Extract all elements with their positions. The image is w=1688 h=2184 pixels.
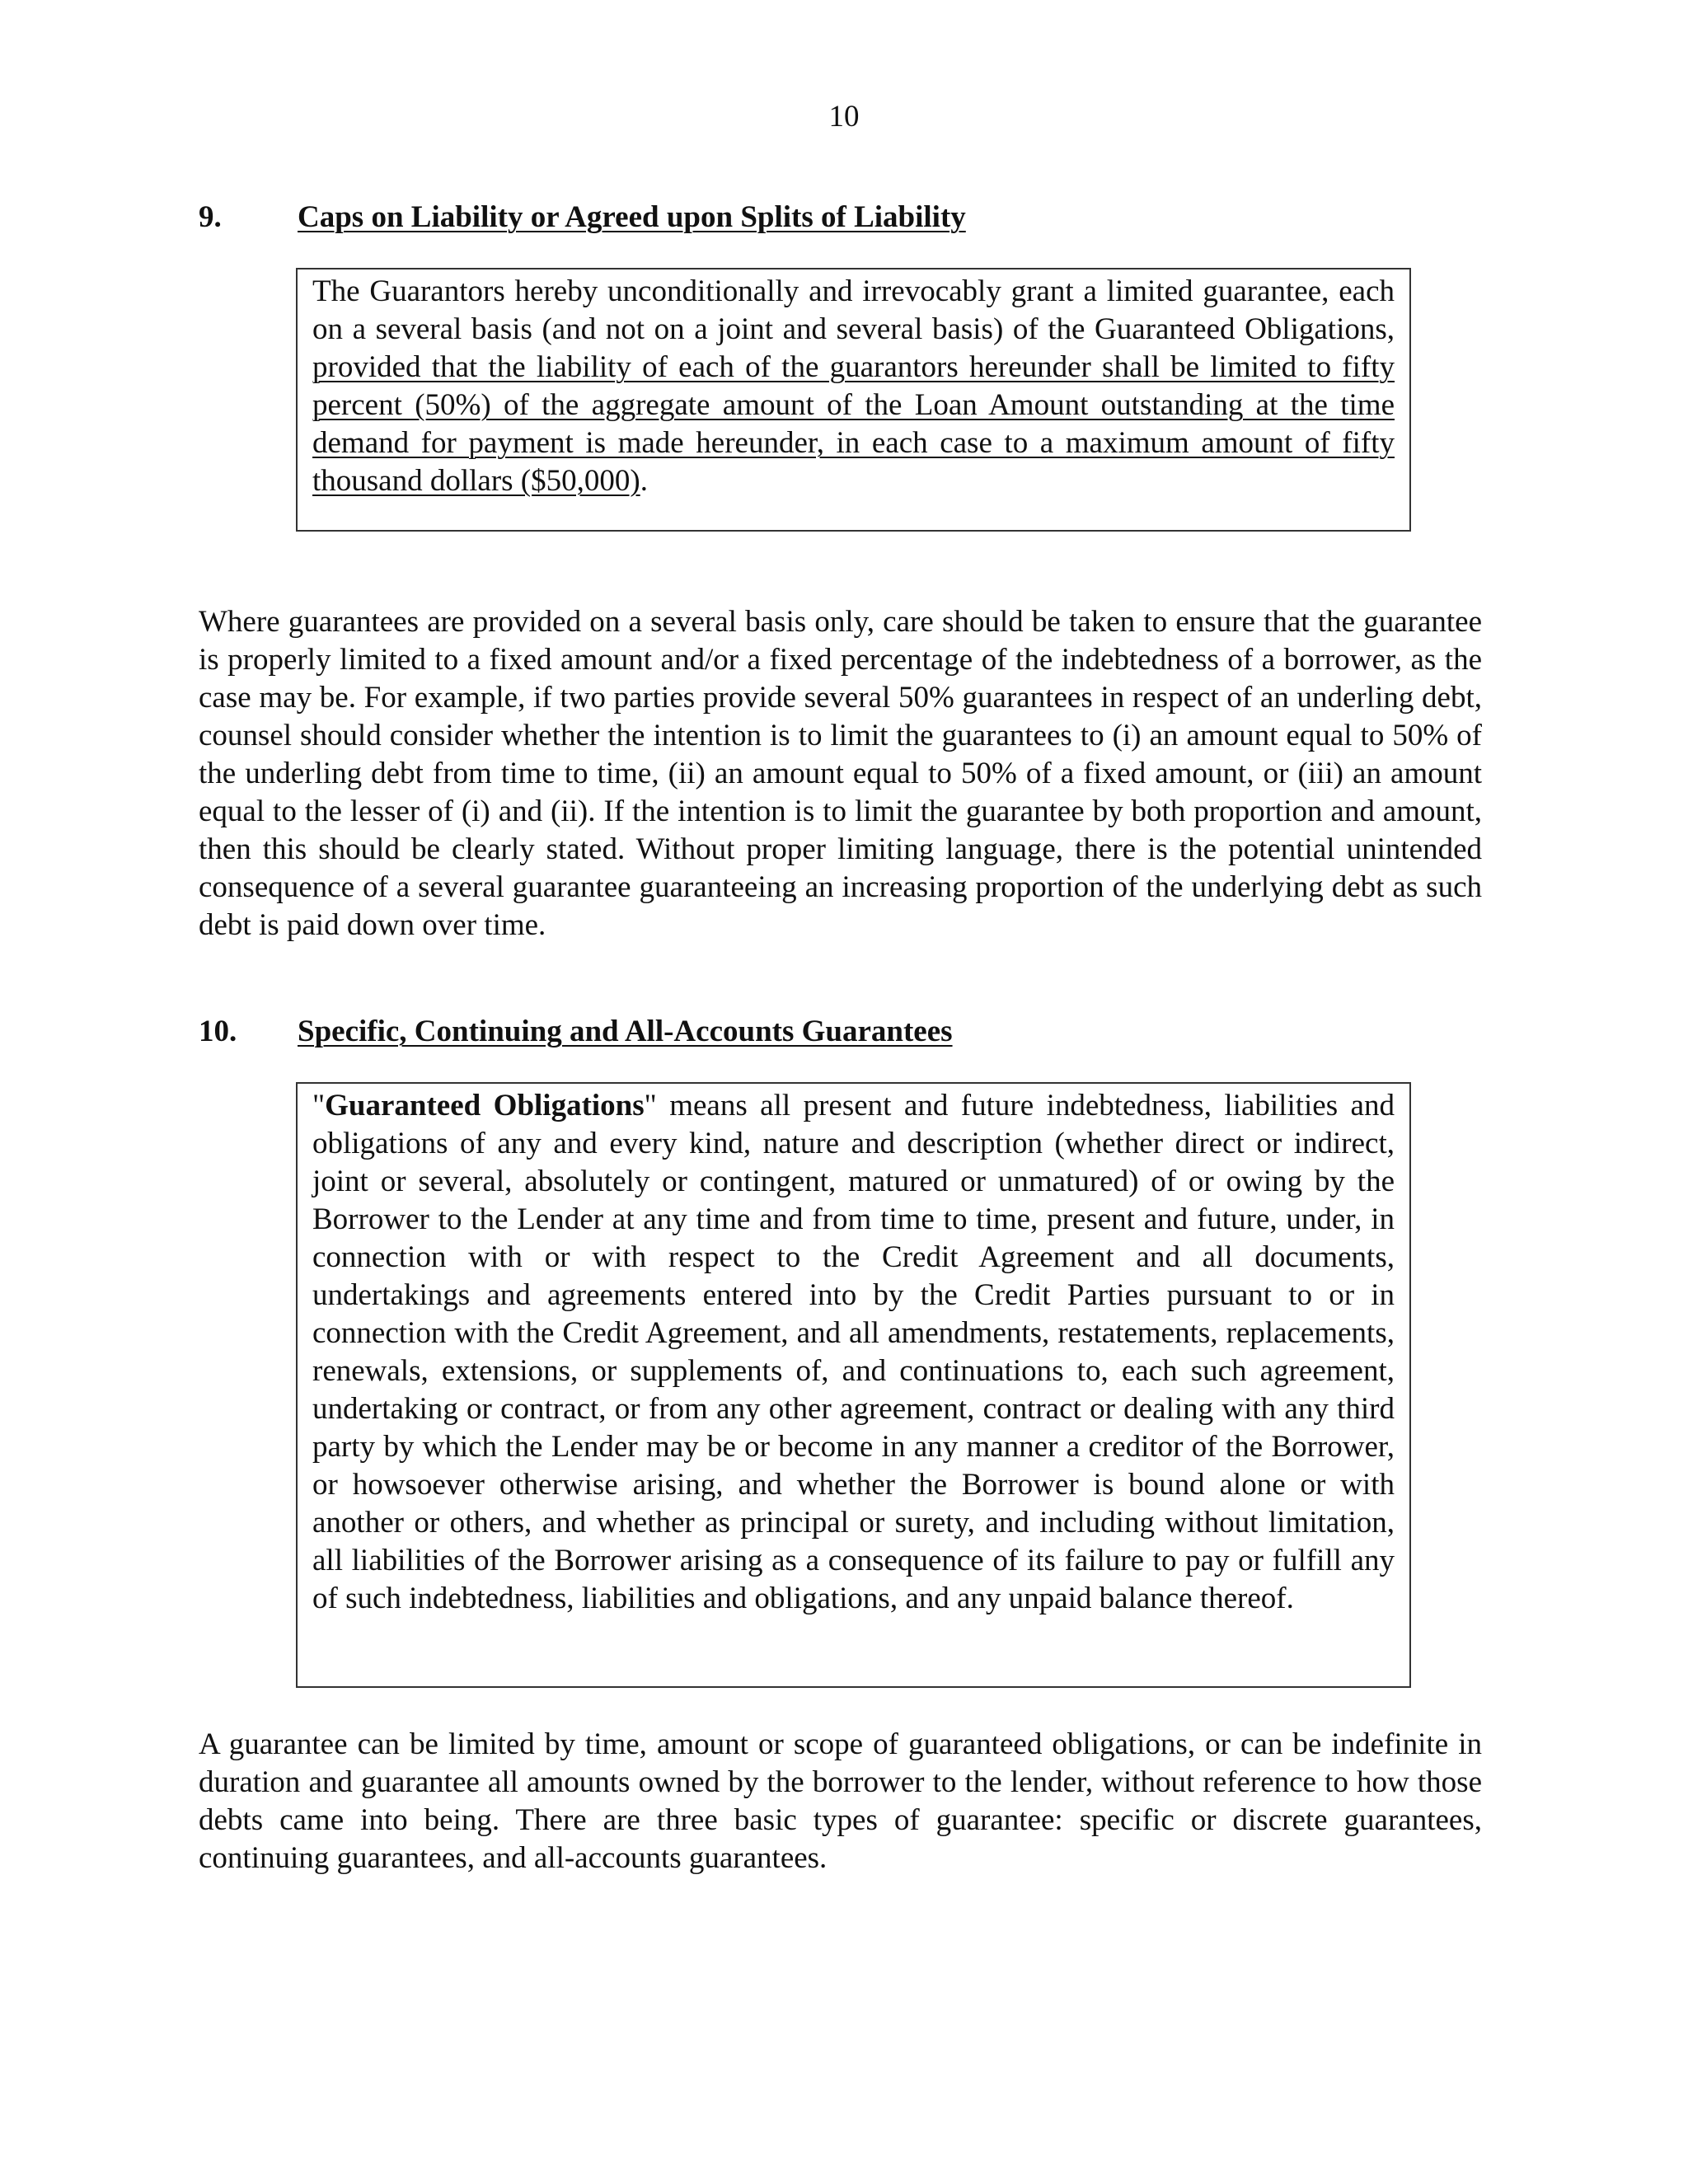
section-9-clause-lead: The Guarantors hereby unconditionally and irrevocably grant a limited guarantee, each on a several basis (and not on a joint and several basis) of the Guaranteed Obligations, <box>312 274 1395 346</box>
section-9-title: Caps on Liability or Agreed upon Splits of Liability <box>298 200 966 234</box>
section-10-title: Specific, Continuing and All-Accounts Guarantees <box>298 1015 953 1048</box>
section-9-clause-text <box>312 273 1395 500</box>
section-10-number: 10. <box>199 1015 237 1048</box>
definition-body: " means all present and future indebtedness, liabilities and obligations of any and every kind, nature and description (whether direct or indirect, joint or several, absolutely or contingent, matured or unmatured) of or owing by the Borrower to the Lender at any time and from time to time, present and future, under, in connection with or with respect to the Credit Agreement and all documents, undertakings and agreements entered into by the Credit Parties pursuant to or in connection with the Credit Agreement, and all amendments, restatements, replacements, renewals, extensions, or supplements of, and continuations to, each such agreement, undertaking or contract, or from any other agreement, contract or dealing with any third party by which the Lender may be or become in any manner a creditor of the Borrower, or howsoever otherwise arising, and whether the Borrower is bound alone or with another or others, and whether as principal or surety, and including without limitation, all liabilities of the Borrower arising as a consequence of its failure to pay or fulfill any of such indebtedness, liabilities and obligations, and any unpaid balance thereof. <box>312 1089 1395 1615</box>
section-10-definition-text <box>312 1087 1395 1618</box>
section-9-clause-tail: . <box>640 464 648 498</box>
definition-quote-open: " <box>312 1089 326 1122</box>
section-9-number: 9. <box>199 200 222 234</box>
section-9-clause-proviso: provided that the liability of each of the guarantors hereunder shall be limited to fifty percent (50%) of the aggregate amount of the Loan Amount outstanding at the time demand for payment is made hereunder, in each case to a maximum amount of fifty thousand dollars ($50,000) <box>312 350 1395 498</box>
section-10-heading <box>199 1014 953 1050</box>
section-9-heading <box>199 199 966 236</box>
section-9-paragraph: Where guarantees are provided on a several basis only, care should be taken to ensure that the guarantee is properly limited to a fixed amount and/or a fixed percentage of the indebtedness of a borrower, as the case may be. For example, if two parties provide several 50% guarantees in respect of an underling debt, counsel should consider whether the intention is to limit the guarantees to (i) an amount equal to 50% of the underling debt from time to time, (ii) an amount equal to 50% of a fixed amount, or (iii) an amount equal to the lesser of (i) and (ii). If the intention is to limit the guarantee by both proportion and amount, then this should be clearly stated. Without proper limiting language, there is the potential unintended consequence of a several guarantee guaranteeing an increasing proportion of the underlying debt as such debt is paid down over time. <box>199 605 1482 942</box>
defined-term: Guaranteed Obligations <box>325 1089 645 1122</box>
page-number: 10 <box>828 100 860 134</box>
section-10-paragraph: A guarantee can be limited by time, amount or scope of guaranteed obligations, or can be indefinite in duration and guarantee all amounts owned by the borrower to the lender, without reference to how those debts came into being. There are three basic types of guarantee: specific or discrete guarantees, continuing guarantees, and all-accounts guarantees. <box>199 1727 1482 1875</box>
section-10-definition-box <box>296 1082 1411 1688</box>
section-9-clause-box <box>296 268 1411 532</box>
